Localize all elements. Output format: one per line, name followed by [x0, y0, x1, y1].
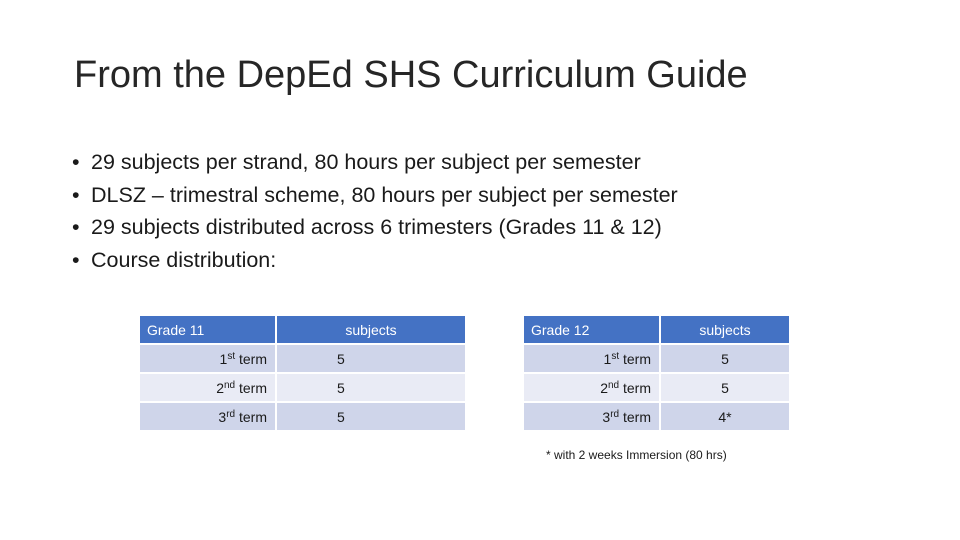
grade-header-cell: Grade 12 — [524, 316, 661, 345]
term-ordinal-suffix: nd — [607, 379, 620, 391]
term-word: term — [239, 408, 267, 425]
term-cell — [140, 374, 277, 403]
term-cell — [524, 345, 661, 374]
bullet-dot-icon: • — [72, 247, 80, 272]
bullet-list — [72, 146, 678, 276]
table-row — [524, 345, 789, 374]
bullet-dot-icon: • — [72, 215, 80, 239]
term-cell — [140, 403, 277, 430]
term-ordinal-suffix: nd — [223, 379, 236, 391]
term-word: term — [239, 379, 267, 396]
subjects-header-cell: subjects — [277, 316, 465, 345]
subjects-count-cell: 5 — [277, 374, 465, 403]
term-ordinal-suffix: st — [611, 350, 620, 362]
term-number: 3 — [602, 408, 611, 425]
subjects-count-cell: 5 — [661, 374, 789, 403]
term-cell — [524, 374, 661, 403]
table-header-row — [140, 316, 465, 345]
table-row — [524, 374, 789, 403]
term-ordinal-suffix: rd — [610, 408, 620, 420]
bullet-dot-icon: • — [72, 182, 80, 207]
bullet-text: DLSZ – trimestral scheme, 80 hours per subject per semester — [91, 182, 678, 207]
table-header-row — [524, 316, 789, 345]
subjects-header-cell: subjects — [661, 316, 789, 345]
subjects-count-cell: 5 — [277, 345, 465, 374]
bullet-text: 29 subjects per strand, 80 hours per subject per semester — [91, 150, 641, 174]
grade-11-table — [140, 316, 465, 430]
term-ordinal-suffix: st — [227, 350, 236, 362]
bullet-item — [72, 211, 678, 244]
term-word: term — [623, 379, 651, 396]
term-word: term — [239, 350, 267, 367]
term-number: 3 — [218, 408, 227, 425]
slide-title: From the DepEd SHS Curriculum Guide — [74, 54, 748, 96]
table-row — [140, 403, 465, 430]
bullet-text: 29 subjects distributed across 6 trimesters (Grades 11 & 12) — [91, 215, 662, 239]
subjects-count-cell: 5 — [661, 345, 789, 374]
bullet-item — [72, 146, 678, 179]
term-word: term — [623, 350, 651, 367]
term-cell — [524, 403, 661, 430]
subjects-count-cell: 5 — [277, 403, 465, 430]
term-cell — [140, 345, 277, 374]
footnote: * with 2 weeks Immersion (80 hrs) — [546, 448, 727, 462]
grade-header-cell: Grade 11 — [140, 316, 277, 345]
term-number: 1 — [603, 350, 612, 367]
table-row — [140, 345, 465, 374]
table-row — [524, 403, 789, 430]
term-ordinal-suffix: rd — [226, 408, 236, 420]
subjects-count-cell: 4* — [661, 403, 789, 430]
bullet-item — [72, 244, 678, 277]
term-number: 2 — [216, 379, 224, 396]
table-row — [140, 374, 465, 403]
bullet-dot-icon: • — [72, 150, 80, 174]
term-word: term — [623, 408, 651, 425]
term-number: 2 — [600, 379, 608, 396]
bullet-item — [72, 179, 678, 212]
grade-12-table — [524, 316, 789, 430]
bullet-text: Course distribution: — [91, 247, 277, 272]
term-number: 1 — [219, 350, 228, 367]
